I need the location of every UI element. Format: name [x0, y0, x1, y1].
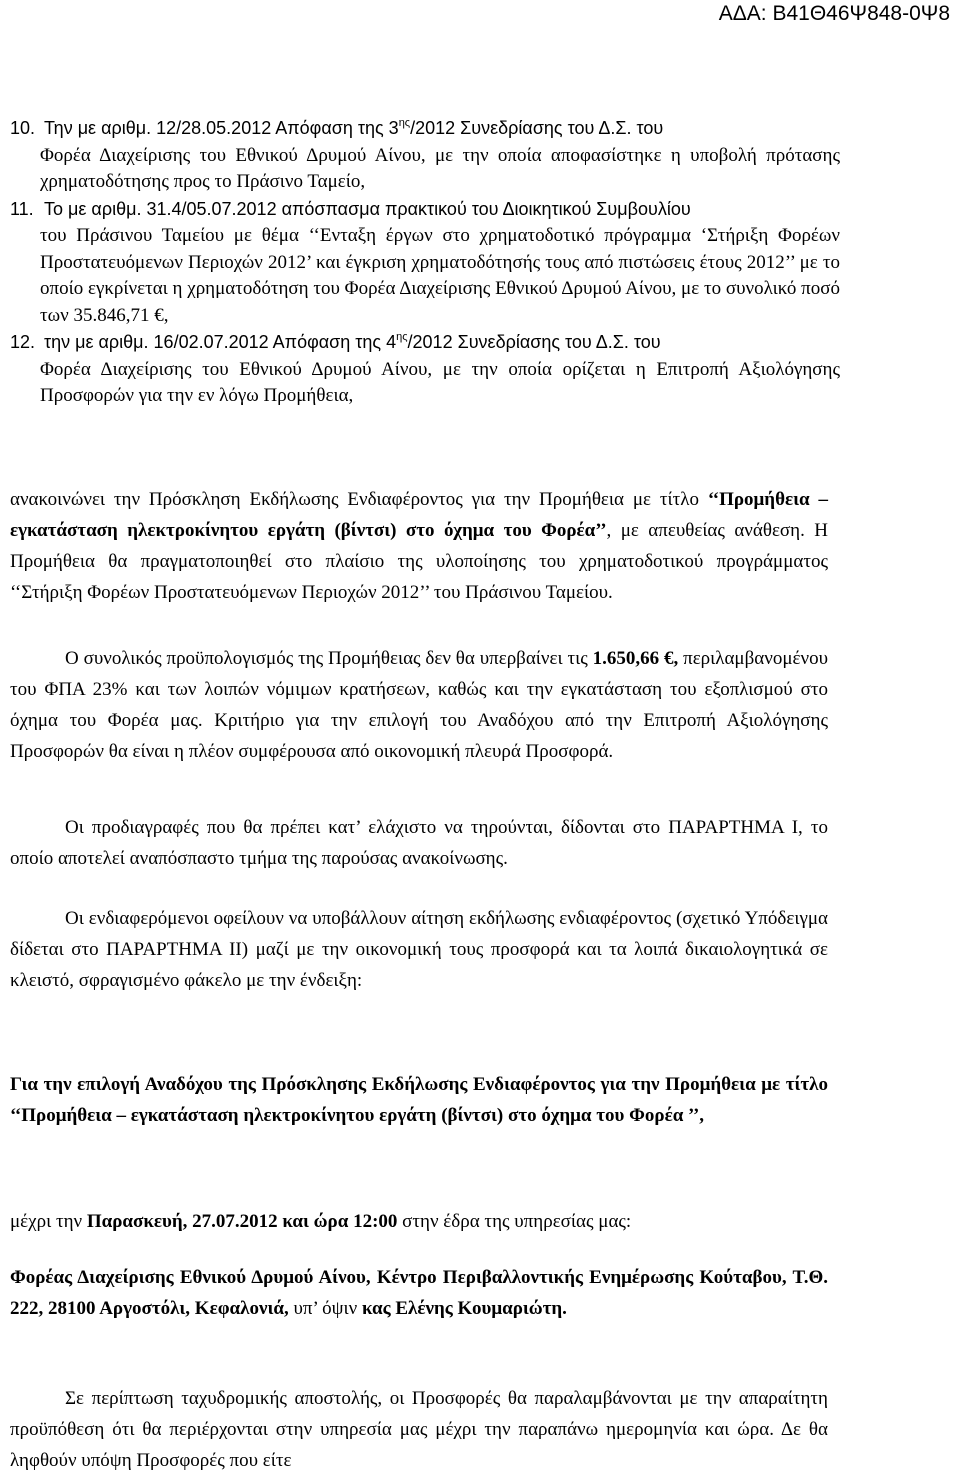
item-text: την με αριθμ. 16/02.07.2012 Απόφαση της $4^{\eta\varsigma}/2012$ Συνεδρίασης του Δ.Σ. του — [44, 331, 661, 352]
budget-paragraph: Ο συνολικός προϋπολογισμός της Προμήθειας δεν θα υπερβαίνει τις 1.650,66 €, περιλαμβανομένου του ΦΠΑ 23% και των λοιπών νόμιμων κρατήσεων, καθώς και την εγκατάσταση του εξοπλισμού στο όχημα του Φορέα μας. Κριτήριο για την επιλογή του Αναδόχου από την Επιτροπή Αξιολόγησης Προσφορών θα είναι η πλέον συμφέρουσα από οικονομική πλευρά Προσφορά. — [10, 648, 828, 762]
deadline-paragraph: μέχρι την Παρασκευή, 27.07.2012 και ώρα 12:00 στην έδρα της υπηρεσίας μας: — [10, 1211, 632, 1232]
list-item — [10, 196, 840, 330]
list-item — [10, 329, 840, 410]
procurement-title: ‘‘Προμήθεια – εγκατάσταση ηλεκτροκίνητου εργάτη (βίντσι) στο όχημα του Φορέα’’ — [10, 489, 828, 541]
submission-paragraph: Οι ενδιαφερόμενοι οφείλουν να υποβάλλουν αίτηση εκδήλωσης ενδιαφέροντος (σχετικό Υπόδειγμα δίδεται στο ΠΑΡΑΡΤΗΜΑ ΙΙ) μαζί με την οικονομική τους προσφορά και τα λοιπά δικαιολογητικά σε κλειστό, σφραγισμένο φάκελο με την ένδειξη: — [10, 908, 828, 991]
postal-paragraph: Σε περίπτωση ταχυδρομικής αποστολής, οι Προσφορές θα παραλαμβάνονται με την απαραίτητη προϋπόθεση ότι θα περιέρχονται στην υπηρεσία μας μέχρι την παραπάνω ημερομηνία και ώρα. Δε θα ληφθούν υπόψη Προσφορές που είτε — [10, 1388, 828, 1471]
item-number: 12. — [10, 332, 36, 352]
specifications-paragraph: Οι προδιαγραφές που θα πρέπει κατ’ ελάχιστο να τηρούνται, δίδονται στο ΠΑΡΑΡΤΗΜΑ Ι, το οποίο αποτελεί αναπόσπαστο τμήμα της παρούσας ανακοίνωσης. — [10, 817, 828, 869]
announcement-paragraph: ανακοινώνει την Πρόσκληση Εκδήλωσης Ενδιαφέροντος για την Προμήθεια με τίτλο ‘‘Προμήθεια – εγκατάσταση ηλεκτροκίνητου εργάτη (βίντσι) στο όχημα του Φορέα’’, με απευθείας ανάθεση. Η Προμήθεια θα πραγματοποιηθεί στο πλαίσιο της υλοποίησης του χρηματοδοτικού προγράμματος ‘‘Στήριξη Φορέων Προστατευόμενων Περιοχών 2012’’ του Πράσινου Ταμείου. — [10, 489, 828, 603]
document-id: ΑΔΑ: Β41Θ46Ψ848-0Ψ8 — [718, 2, 950, 25]
item-text: Την με αριθμ. 12/28.05.2012 Απόφαση της $3^{\eta\varsigma}/2012$ Συνεδρίασης του Δ.Σ. του — [44, 117, 664, 138]
list-item — [10, 115, 840, 196]
item-continuation: Φορέα Διαχείρισης του Εθνικού Δρυμού Αίνου, με την οποία αποφασίστηκε η υποβολή πρότασης χρηματοδότησης προς το Πράσινο Ταμείο, — [40, 144, 840, 192]
item-continuation: Φορέα Διαχείρισης του Εθνικού Δρυμού Αίνου, με την οποία ορίζεται η Επιτροπή Αξιολόγησης Προσφορών για την εν λόγω Προμήθεια, — [40, 358, 840, 406]
item-number: 11. — [10, 198, 34, 219]
budget-amount: 1.650,66 €, — [592, 648, 679, 669]
reference-list — [10, 115, 840, 410]
address-paragraph: Φορέας Διαχείρισης Εθνικού Δρυμού Αίνου, Κέντρο Περιβαλλοντικής Ενημέρωσης Κούταβου, Τ.Θ. 222, 28100 Αργοστόλι, Κεφαλονιά, υπ’ όψιν κας Ελένης Κουμαριώτη. — [10, 1267, 828, 1319]
envelope-label: Για την επιλογή Αναδόχου της Πρόσκλησης Εκδήλωσης Ενδιαφέροντος για την Προμήθεια με τίτλο ‘‘Προμήθεια – εγκατάσταση ηλεκτροκίνητου εργάτη (βίντσι) στο όχημα του Φορέα ’’, — [10, 1074, 828, 1126]
item-text: Το με αριθμ. 31.4/05.07.2012 απόσπασμα πρακτικού του Διοικητικού Συμβουλίου — [44, 198, 691, 219]
item-continuation: του Πράσινου Ταμείου με θέμα ‘‘Ενταξη έργων στο χρηματοδοτικό πρόγραμμα ‘Στήριξη Φορέων Προστατευόμενων Περιοχών 2012’ και έγκριση χρηματοδότησής τους από πιστώσεις έτους 2012’’ με το οποίο εγκρίνεται η χρηματοδότηση του Φορέα Διαχείρισης Εθνικού Δρυμού Αίνου, με το συνολικό ποσό των 35.846,71 €, — [40, 225, 840, 326]
deadline-date: Παρασκευή, 27.07.2012 και ώρα 12:00 — [86, 1211, 398, 1232]
item-number: 10. — [10, 118, 36, 138]
